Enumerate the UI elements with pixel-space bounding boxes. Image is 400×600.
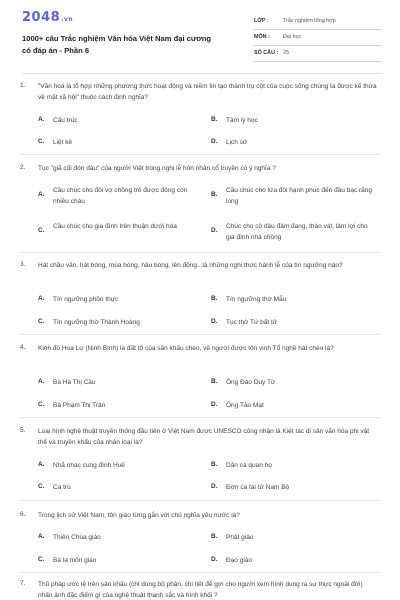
question-number: 6. bbox=[20, 511, 26, 518]
option-letter: A. bbox=[38, 295, 45, 302]
document-header bbox=[22, 8, 382, 70]
question-text: Hát chầu văn, hát bóng, múa bóng, hầu bóng, lên đồng...là những nghi thức hành lễ của tín ngưỡng nào? bbox=[38, 262, 343, 269]
option-text: Dân ca quan họ bbox=[226, 462, 272, 469]
question-number: 4. bbox=[20, 344, 26, 351]
option-letter: A. bbox=[38, 533, 45, 540]
option-letter: D. bbox=[211, 227, 218, 234]
question-number: 3. bbox=[20, 261, 26, 268]
question-number: 2. bbox=[20, 164, 26, 171]
option-text: Tín ngưỡng thờ Thành Hoàng bbox=[53, 319, 140, 326]
question-text: Loại hình nghệ thuật truyền thống đầu tiên ở Việt Nam được UNESCO công nhận là Kiệt tác di sản văn hóa phi vật thể và truyền khẩu của nhân loại là? bbox=[38, 428, 370, 446]
question-number: 5. bbox=[20, 427, 26, 434]
option-text: Tín ngưỡng phồn thực bbox=[53, 296, 119, 303]
meta-row-subject bbox=[254, 30, 382, 46]
option-letter: C. bbox=[38, 318, 45, 325]
option-text: Cấu trúc bbox=[53, 117, 78, 124]
header-divider bbox=[22, 73, 382, 74]
option-letter: B. bbox=[211, 461, 218, 468]
option-letter: B. bbox=[211, 191, 218, 198]
option-text: Liệt kê bbox=[53, 139, 73, 146]
option-text: Tín ngưỡng thờ Mẫu bbox=[226, 296, 287, 303]
option-text: Đờn ca tài tử Nam Bộ bbox=[226, 484, 290, 491]
option-letter: D. bbox=[211, 401, 218, 408]
option-text: Tục thờ Tứ bất tử bbox=[226, 319, 278, 326]
question-divider bbox=[20, 572, 380, 573]
option-text: Cầu chúc cho lứa đôi hạnh phúc đến đầu bạc răng long bbox=[226, 187, 373, 205]
logo-suffix: .vn bbox=[61, 16, 74, 23]
question-divider bbox=[20, 417, 380, 418]
question-divider bbox=[20, 334, 380, 335]
question-divider bbox=[20, 252, 380, 253]
question-text: Trong lịch sử Việt Nam, tôn giáo từng gắn với chủ nghĩa yêu nước là? bbox=[38, 512, 240, 519]
option-letter: D. bbox=[211, 318, 218, 325]
document-title: 1000+ câu Trắc nghiệm Văn hóa Việt Nam đại cương có đáp án - Phần 6 bbox=[22, 34, 212, 55]
meta-row-count bbox=[254, 46, 382, 62]
option-text: Thiên Chúa giáo bbox=[53, 534, 101, 541]
option-letter: C. bbox=[38, 483, 45, 490]
meta-row-class bbox=[254, 14, 382, 30]
question-text: Thủ pháp ước lệ trên sân khấu (chỉ dùng bộ phận, chi tiết để gợi cho người xem hình dung ra sự thực ngoài đời) nhấn ảnh đặc điểm gì của nghệ thuật thanh sắc và hình khối ? bbox=[38, 581, 363, 599]
option-letter: A. bbox=[38, 116, 45, 123]
option-letter: B. bbox=[211, 295, 218, 302]
option-text: Cầu chúc cho gia đình trên thuận dưới hòa bbox=[53, 223, 177, 230]
meta-label: LỚP : bbox=[254, 18, 269, 24]
option-letter: B. bbox=[211, 378, 218, 385]
question-number: 1. bbox=[20, 82, 26, 89]
option-text: Chúc cho cô dâu đảm đang, tháo vát, làm lợi cho gia đình nhà chồng bbox=[226, 223, 368, 241]
meta-label: MÔN : bbox=[254, 34, 270, 40]
option-text: Ca trù bbox=[53, 484, 71, 491]
option-letter: C. bbox=[38, 227, 45, 234]
option-letter: C. bbox=[38, 401, 45, 408]
question-number: 7. bbox=[20, 580, 26, 587]
option-text: Ông Tào Mạt bbox=[226, 402, 264, 409]
question-divider bbox=[20, 154, 380, 155]
question-text: "Văn hoá là tổ hợp những phương thức hoạt động và niềm tin tạo thành trụ cột của cuộc sống chúng ta được kế thừa về mặt xã hội" thuộc cách định nghĩa? bbox=[38, 83, 377, 101]
option-text: Bà Hà Thị Cầu bbox=[53, 379, 96, 386]
meta-value: Đại học bbox=[283, 34, 302, 40]
option-letter: B. bbox=[211, 533, 218, 540]
question-text: Kinh đô Hoa Lư (Ninh Bình) là đất tổ của sân khấu chèo, vê người được tôn vinh Tổ nghề hát chèo là? bbox=[38, 345, 334, 352]
option-text: Đạo giáo bbox=[226, 557, 253, 564]
meta-value: Trắc nghiệm tổng hợp bbox=[283, 18, 336, 24]
option-text: Nhã nhạc cung đình Huế bbox=[53, 462, 125, 469]
option-text: Bà Phạm Thị Trân bbox=[53, 402, 106, 409]
logo-main: 2048 bbox=[22, 10, 61, 25]
option-letter: B. bbox=[211, 116, 218, 123]
option-letter: D. bbox=[211, 138, 218, 145]
site-logo[interactable] bbox=[22, 10, 73, 25]
option-text: Phật giáo bbox=[226, 534, 254, 541]
option-letter: A. bbox=[38, 191, 45, 198]
option-letter: C. bbox=[38, 138, 45, 145]
option-text: Bà la môn giáo bbox=[53, 557, 97, 564]
option-text: Cầu chúc cho đôi vợ chồng trẻ được đông con nhiều cháu bbox=[53, 187, 188, 205]
question-divider bbox=[20, 500, 380, 501]
document-meta bbox=[254, 14, 382, 62]
option-text: Lịch sử bbox=[226, 139, 248, 146]
option-text: Ông Đào Duy Từ bbox=[226, 379, 276, 386]
option-letter: A. bbox=[38, 461, 45, 468]
option-letter: C. bbox=[38, 556, 45, 563]
option-letter: D. bbox=[211, 483, 218, 490]
option-letter: A. bbox=[38, 378, 45, 385]
meta-value: 25 bbox=[283, 50, 289, 56]
option-letter: D. bbox=[211, 556, 218, 563]
question-text: Tục "giã cối đón dâu" của người Việt trong nghi lễ hôn nhân cổ truyền có ý nghĩa ? bbox=[38, 165, 276, 172]
option-text: Tâm lý học bbox=[226, 117, 258, 124]
meta-label: SỐ CÂU : bbox=[254, 50, 279, 56]
